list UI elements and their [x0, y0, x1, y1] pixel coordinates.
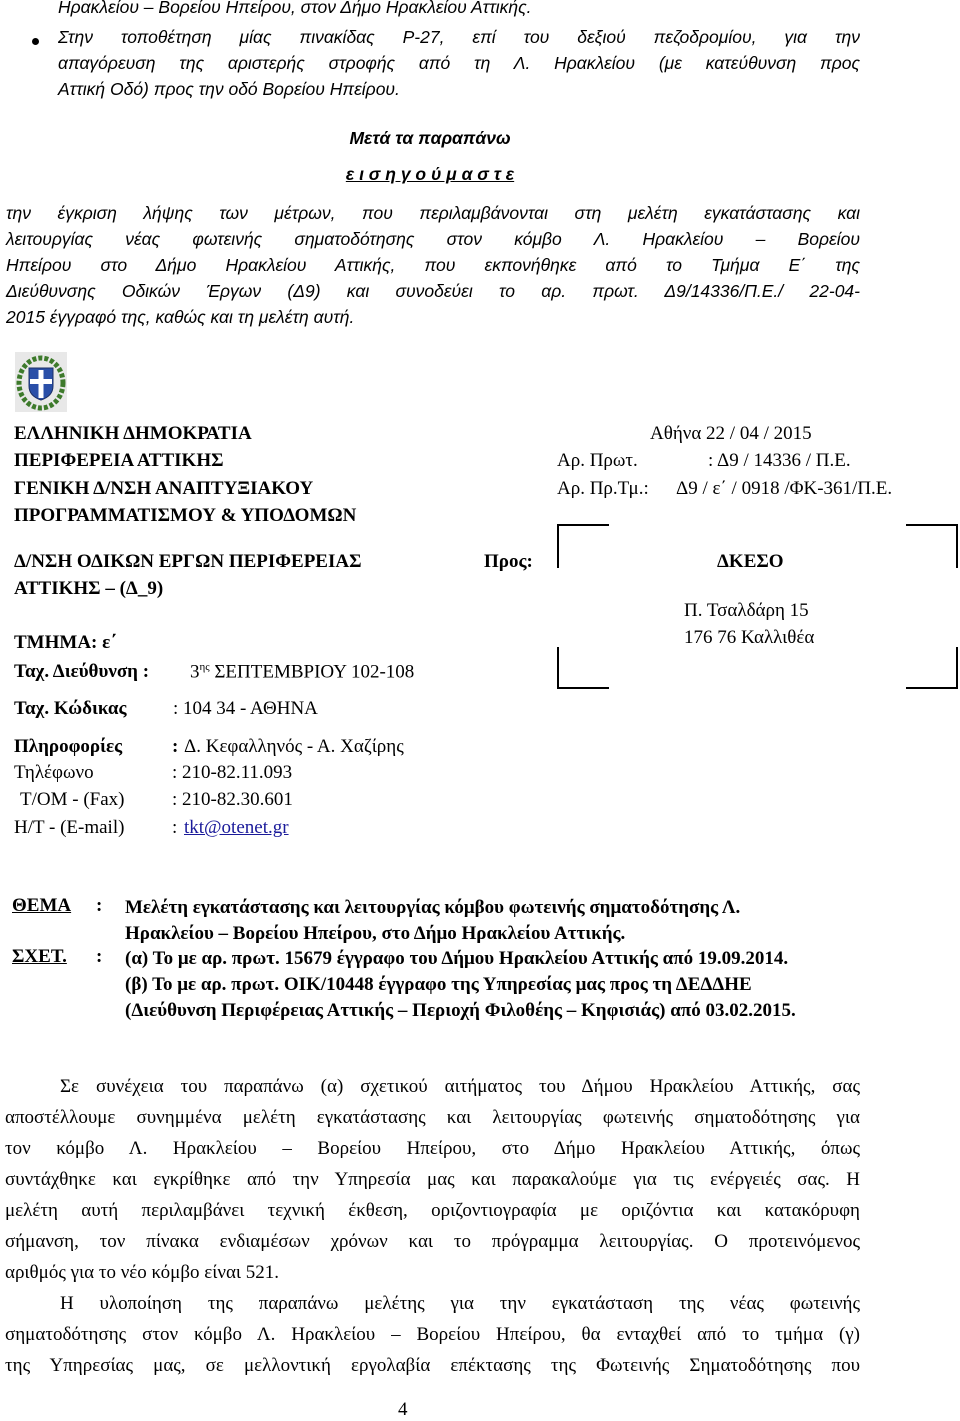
body-line: σήμανση, τον πίνακα ενδιαμέσων χρόνων και το πρόγραμμα λειτουργίας. Ο προτεινόμενος: [5, 1231, 860, 1252]
recipient-name: ΔΚΕΣΟ: [717, 551, 784, 572]
address-window-bracket: [906, 647, 958, 689]
reference-label: ΣΧΕΤ.: [12, 946, 67, 967]
intro-line: Ηρακλείου – Βορείου Ηπείρου, στον Δήμο Ηρακλείου Αττικής.: [58, 0, 532, 17]
page-number: 4: [398, 1399, 408, 1420]
protocol-label: Αρ. Πρωτ.: [557, 450, 638, 471]
reference-line: (Διεύθυνση Περιφέρειας Αττικής – Περιοχή Φιλοθέης – Κηφισιάς) από 03.02.2015.: [125, 1000, 796, 1021]
proposal-line: την έγκριση λήψης των μέτρων, που περιλαμβάνονται στη μελέτη εγκατάστασης και: [6, 203, 860, 223]
address-value: $3^{\eta\varsigma}$ ΣΕΠΤΕΜΒΡΙΟΥ 102-108: [190, 661, 415, 683]
proposal-line: λειτουργίας νέας φωτεινής σηματοδότησης στον κόμβο Λ. Ηρακλείου – Βορείου: [6, 229, 860, 249]
issuer-line: ΠΕΡΙΦΕΡΕΙΑ ΑΤΤΙΚΗΣ: [14, 450, 224, 471]
bullet-text-line: Αττική Οδό) προς την οδό Βορείου Ηπείρου.: [58, 79, 400, 99]
issuer-line: ΠΡΟΓΡΑΜΜΑΤΙΣΜΟΥ & ΥΠΟΔΟΜΩΝ: [14, 505, 357, 526]
to-label: Προς:: [484, 551, 533, 572]
directorate-line: ΑΤΤΙΚΗΣ – (Δ_9): [14, 578, 164, 599]
after-above-heading: Μετά τα παραπάνω: [349, 128, 511, 148]
body-line: Σε συνέχεια του παραπάνω (α) σχετικού αιτήματος του Δήμου Ηρακλείου Αττικής, σας: [60, 1076, 860, 1097]
recipient-city: 176 76 Καλλιθέα: [684, 627, 815, 648]
info-colon: :: [172, 736, 179, 757]
email-label: Η/Τ - (E-mail): [14, 817, 125, 838]
body-line: αποστέλλουμε συνημμένα μελέτη εγκατάστασης και λειτουργίας φωτεινής σηματοδότησης για: [5, 1107, 860, 1128]
address-label: Ταχ. Διεύθυνση :: [14, 661, 150, 682]
info-label: Πληροφορίες: [14, 736, 123, 757]
body-line: συντάχθηκε και εγκρίθηκε από την Υπηρεσία μας και παρακαλούμε για τις ενέργειές σας. Η: [5, 1169, 860, 1190]
email-colon: :: [172, 817, 178, 838]
reference-colon: :: [96, 946, 103, 967]
bullet-icon: [32, 38, 39, 45]
info-value: Δ. Κεφαλληνός - Α. Χαζίρης: [184, 736, 404, 757]
bullet-text-line: απαγόρευση της αριστερής στροφής από τη Λ. Ηρακλείου (με κατεύθυνση προς: [58, 53, 860, 73]
body-line: σηματοδότησης στον κόμβο Λ. Ηρακλείου – Βορείου Ηπείρου, θα ενταχθεί από το τμήμα (γ): [5, 1324, 860, 1345]
bullet-text-line: Στην τοποθέτηση μίας πινακίδας Ρ-27, επί του δεξιού πεζοδρομίου, για την: [58, 27, 860, 47]
protocol-number: : Δ9 / 14336 / Π.Ε.: [708, 450, 851, 471]
recipient-street: Π. Τσαλδάρη 15: [684, 600, 809, 621]
issuer-line: ΓΕΝΙΚΗ Δ/ΝΣΗ ΑΝΑΠΤΥΞΙΑΚΟΥ: [14, 478, 314, 499]
body-line: Η υλοποίηση της παραπάνω μελέτης για την εγκατάσταση της νέας φωτεινής: [60, 1293, 860, 1314]
body-line: μελέτη αυτή περιλαμβάνει τεχνική έκθεση, οριζοντιογραφία με οριζόντια και κατακόρυφη: [5, 1200, 860, 1221]
body-line: της Υπηρεσίας μας, σε μελλοντική εργολαβία επέκτασης της Φωτεινής Σηματοδότησης που: [5, 1355, 860, 1376]
greek-coat-of-arms-icon: [15, 352, 67, 412]
we-propose-heading: ε ι σ η γ ο ύ μ α σ τ ε: [345, 164, 515, 184]
reference-line: (β) Το με αρ. πρωτ. ΟΙΚ/10448 έγγραφο της Υπηρεσίας μας προς τη ΔΕΔΔΗΕ: [125, 974, 752, 995]
proposal-line: 2015 έγγραφό της, καθώς και τη μελέτη αυτή.: [6, 307, 355, 327]
subject-line: Ηρακλείου – Βορείου Ηπείρου, στο Δήμο Ηρακλείου Αττικής.: [125, 923, 626, 944]
fax-value: : 210-82.30.601: [172, 789, 293, 810]
issuer-line: ΕΛΛΗΝΙΚΗ ΔΗΜΟΚΡΑΤΙΑ: [14, 423, 252, 444]
email-link[interactable]: tkt@otenet.gr: [184, 817, 289, 838]
address-window-bracket: [906, 524, 958, 568]
proposal-line: Διεύθυνσης Οδικών Έργων (Δ9) και συνοδεύει το αρ. πρωτ. Δ9/14336/Π.Ε./ 22-04-: [6, 281, 860, 301]
body-line: τον κόμβο Λ. Ηρακλείου – Βορείου Ηπείρου, στο Δήμο Ηρακλείου Αττικής, όπως: [5, 1138, 860, 1159]
section-line: ΤΜΗΜΑ: ε΄: [14, 632, 117, 653]
directorate-line: Δ/ΝΣΗ ΟΔΙΚΩΝ ΕΡΓΩΝ ΠΕΡΙΦΕΡΕΙΑΣ: [14, 551, 362, 572]
address-window-bracket: [557, 647, 609, 689]
postcode-label: Ταχ. Κώδικας: [14, 698, 127, 719]
subject-label: ΘΕΜΑ: [12, 895, 72, 916]
postcode-value: : 104 34 - ΑΘΗΝΑ: [173, 698, 318, 719]
dept-protocol-label: Αρ. Πρ.Τμ.:: [557, 478, 649, 499]
phone-value: : 210-82.11.093: [172, 762, 293, 783]
proposal-line: Ηπείρου στο Δήμο Ηρακλείου Αττικής, που εκπονήθηκε από το Τμήμα Ε΄ της: [6, 255, 860, 275]
address-window-bracket: [557, 524, 609, 568]
reference-line: (α) Το με αρ. πρωτ. 15679 έγγραφο του Δήμου Ηρακλείου Αττικής από 19.09.2014.: [125, 948, 789, 969]
subject-colon: :: [96, 895, 103, 916]
place-date: Αθήνα 22 / 04 / 2015: [650, 423, 812, 444]
phone-label: Τηλέφωνο: [14, 762, 94, 783]
body-line: αριθμός για το νέο κόμβο είναι 521.: [5, 1262, 280, 1283]
dept-protocol-number: Δ9 / ε΄ / 0918 /ΦΚ-361/Π.Ε.: [676, 478, 893, 499]
subject-line: Μελέτη εγκατάστασης και λειτουργίας κόμβου φωτεινής σηματοδότησης Λ.: [125, 897, 741, 918]
fax-label: Τ/ΟΜ - (Fax): [20, 789, 125, 810]
